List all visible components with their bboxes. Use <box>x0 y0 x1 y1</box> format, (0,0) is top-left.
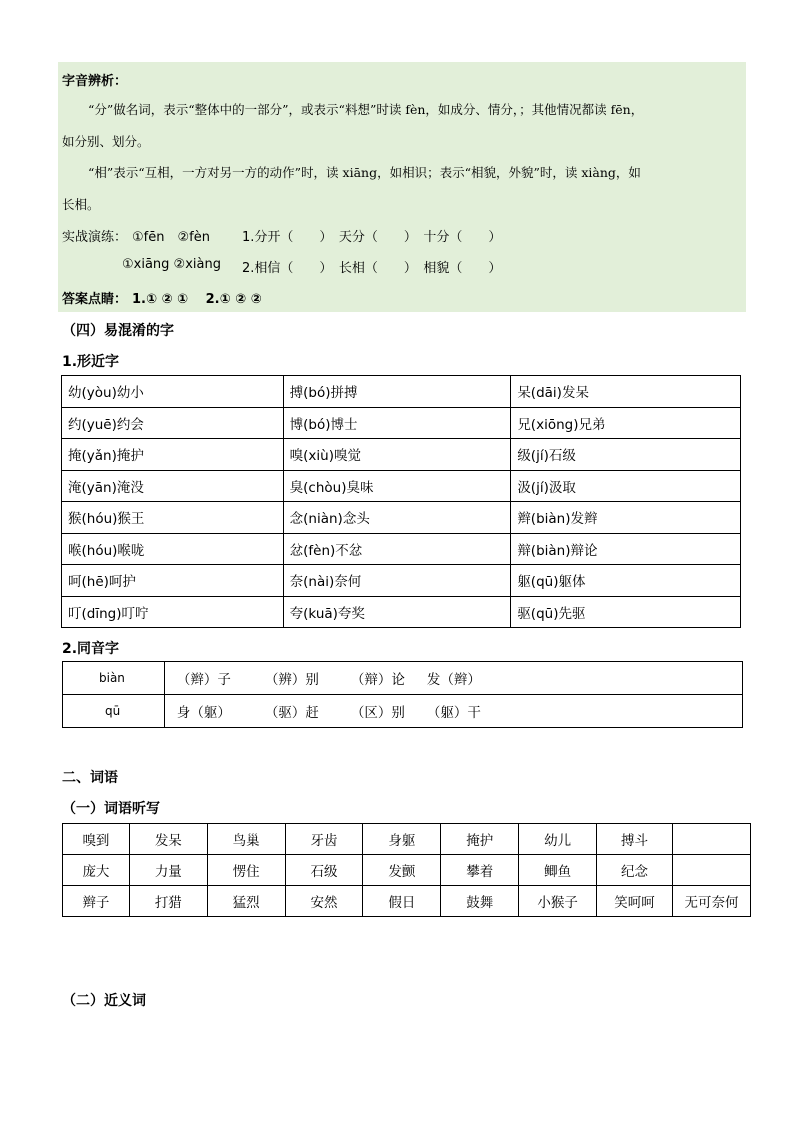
table-cell: 搏(bó)拼搏 <box>283 376 511 408</box>
word-cell: 安然 <box>285 886 363 917</box>
word-cell: 力量 <box>129 855 207 886</box>
table-cell: 夸(kuā)夸奖 <box>283 596 511 628</box>
word-cell: 愣住 <box>207 855 285 886</box>
table-cell: 嗅(xiù)嗅觉 <box>283 439 511 471</box>
table-row <box>63 855 751 886</box>
analysis-para2-line1: “相”表示“互相，一方对另一方的动作”时，读 xiāng，如相识；表示“相貌，外貌”时，读 xiàng，如 <box>88 165 641 180</box>
analysis-heading: 字音辨析： <box>62 73 128 88</box>
table-cell: 呵(hē)呵护 <box>62 565 284 597</box>
word-cell: 身躯 <box>363 824 441 855</box>
table-row <box>63 662 743 695</box>
word-cell: 幼儿 <box>519 824 597 855</box>
section-words-title: 二、词语 <box>62 770 118 786</box>
table-cell: 掩(yǎn)掩护 <box>62 439 284 471</box>
word-cell <box>672 855 750 886</box>
words-cell <box>164 662 742 695</box>
table-row <box>62 533 741 565</box>
answer-text: 1.① ② ① 2.① ② ② <box>132 292 262 307</box>
table-row <box>62 376 741 408</box>
table-row <box>62 439 741 471</box>
word-cell: 鼓舞 <box>441 886 519 917</box>
word-cell: 石级 <box>285 855 363 886</box>
word-cell: 纪念 <box>597 855 673 886</box>
analysis-para1-line1: “分”做名词，表示“整体中的一部分”，或表示“料想”时读 fèn，如成分、情分，；其他情况都读 fēn， <box>88 102 644 117</box>
table-cell: 叮(dīng)叮咛 <box>62 596 284 628</box>
table-cell: 辩(biàn)辩论 <box>511 533 741 565</box>
word-cell: 搏斗 <box>597 824 673 855</box>
practice-label: 实战演练： <box>62 230 128 245</box>
word-cell: 嗅到 <box>63 824 130 855</box>
table-cell: 驱(qū)先驱 <box>511 596 741 628</box>
pinyin-cell: biàn <box>63 662 165 695</box>
word-cell: 发呆 <box>129 824 207 855</box>
table-row <box>62 470 741 502</box>
answer-label: 答案点睛： <box>62 292 128 307</box>
word: （辨）别 <box>264 672 319 688</box>
table-cell: 奈(nài)奈何 <box>283 565 511 597</box>
table-row <box>62 407 741 439</box>
words-cell <box>164 695 742 728</box>
table-cell: 呆(dāi)发呆 <box>511 376 741 408</box>
word: 身（躯） <box>176 705 231 721</box>
word: （驱）赶 <box>264 705 319 721</box>
word-cell: 掩护 <box>441 824 519 855</box>
pinyin-cell: qū <box>63 695 165 728</box>
practice-row1-question: 1.分开（ ） 天分（ ） 十分（ ） <box>242 230 502 245</box>
practice-row1-options: ①fēn ②fèn <box>132 230 210 245</box>
analysis-para2-line2: 长相。 <box>62 197 100 212</box>
word-cell: 牙齿 <box>285 824 363 855</box>
table-cell: 淹(yān)淹没 <box>62 470 284 502</box>
word-cell: 攀着 <box>441 855 519 886</box>
table-row <box>63 695 743 728</box>
table-row <box>62 502 741 534</box>
table-cell: 躯(qū)躯体 <box>511 565 741 597</box>
table-row <box>62 596 741 628</box>
word: （辩）论 <box>350 672 405 688</box>
table-row <box>63 824 751 855</box>
word-cell: 小猴子 <box>519 886 597 917</box>
word-cell: 打猎 <box>129 886 207 917</box>
homophone-table <box>62 661 743 728</box>
word: （区）别 <box>350 705 405 721</box>
dictation-table <box>62 823 751 917</box>
table-cell: 念(niàn)念头 <box>283 502 511 534</box>
table-cell: 博(bó)博士 <box>283 407 511 439</box>
table-cell: 幼(yòu)幼小 <box>62 376 284 408</box>
table-cell: 级(jí)石级 <box>511 439 741 471</box>
table-cell: 喉(hóu)喉咙 <box>62 533 284 565</box>
table-cell: 猴(hóu)猴王 <box>62 502 284 534</box>
word: 发（辫） <box>426 672 481 688</box>
table-cell: 忿(fèn)不忿 <box>283 533 511 565</box>
similar-chars-table <box>61 375 741 628</box>
practice-row2-question: 2.相信（ ） 长相（ ） 相貌（ ） <box>242 261 502 276</box>
section-confusing-title: （四）易混淆的字 <box>62 323 174 339</box>
word-cell: 辫子 <box>63 886 130 917</box>
word-cell: 鸟巢 <box>207 824 285 855</box>
word-cell <box>672 824 750 855</box>
word-cell: 笑呵呵 <box>597 886 673 917</box>
practice-row2-options: ①xiāng ②xiàng <box>122 257 221 272</box>
table-cell: 汲(jí)汲取 <box>511 470 741 502</box>
table-cell: 兄(xiōng)兄弟 <box>511 407 741 439</box>
word-cell: 鲫鱼 <box>519 855 597 886</box>
table-row <box>63 886 751 917</box>
word: （躯）干 <box>426 705 481 721</box>
table-cell: 臭(chòu)臭味 <box>283 470 511 502</box>
homophone-title: 2.同音字 <box>62 641 120 657</box>
word-cell: 发颤 <box>363 855 441 886</box>
word-cell: 假日 <box>363 886 441 917</box>
table-row <box>62 565 741 597</box>
table-cell: 约(yuē)约会 <box>62 407 284 439</box>
word-cell: 无可奈何 <box>672 886 750 917</box>
similar-chars-title: 1.形近字 <box>62 354 120 370</box>
word-cell: 猛烈 <box>207 886 285 917</box>
analysis-para1-line2: 如分别、划分。 <box>62 134 150 149</box>
synonym-title: （二）近义词 <box>62 993 146 1009</box>
word: （辫）子 <box>176 672 231 688</box>
word-cell: 庞大 <box>63 855 130 886</box>
dictation-title: （一）词语听写 <box>62 801 160 817</box>
table-cell: 辫(biàn)发辫 <box>511 502 741 534</box>
